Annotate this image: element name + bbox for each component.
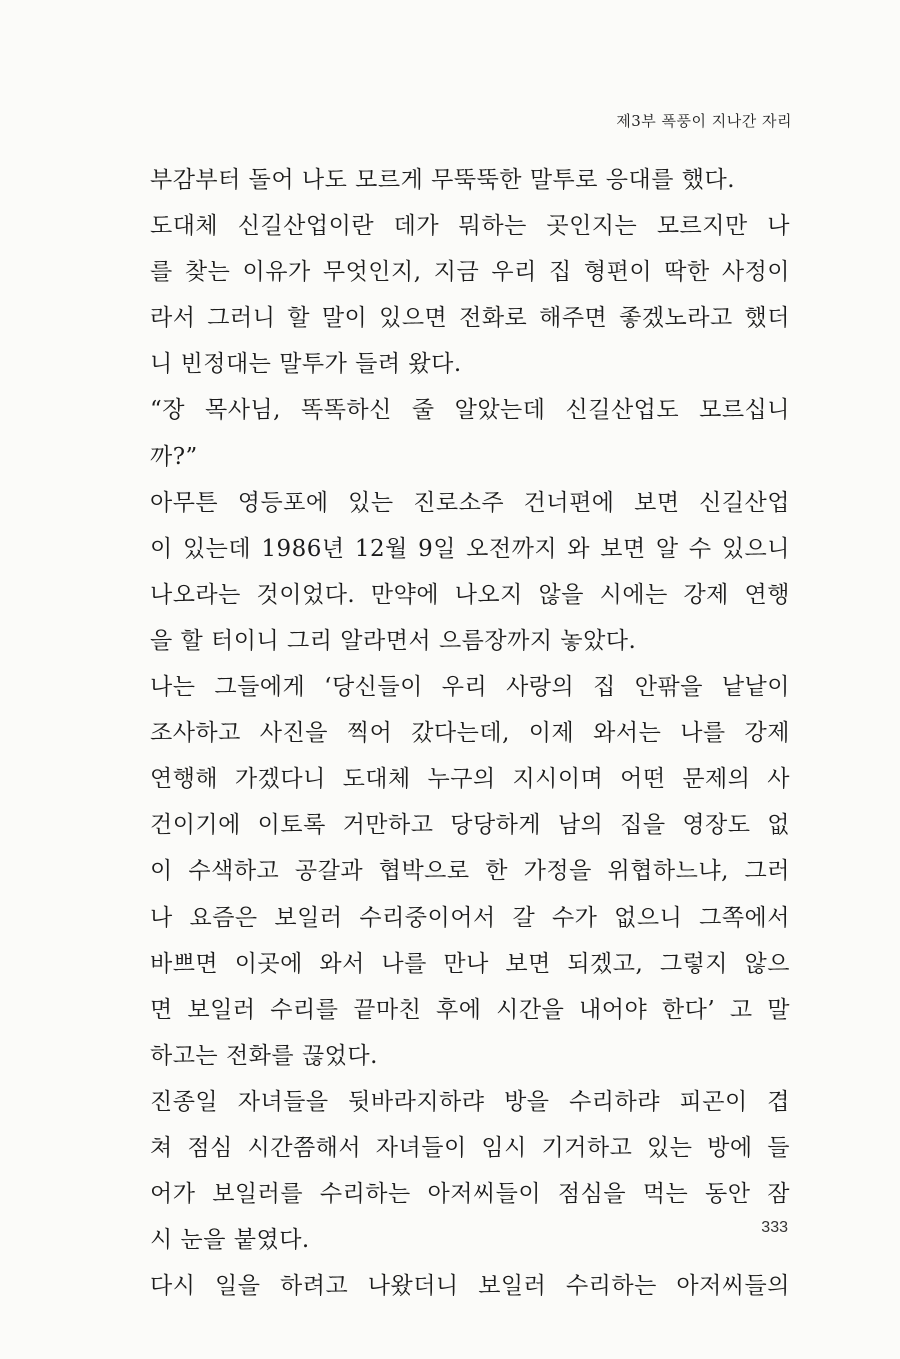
text-line: 건이기에 이토록 거만하고 당당하게 남의 집을 영장도 없 — [150, 812, 790, 839]
text-line: 라서 그러니 할 말이 있으면 전화로 해주면 좋겠노라고 했더 — [150, 305, 790, 332]
text-line: 이 수색하고 공갈과 협박으로 한 가정을 위협하느냐, 그러 — [150, 858, 790, 885]
body-text — [150, 157, 790, 1309]
text-line: 바쁘면 이곳에 와서 나를 만나 보면 되겠고, 그렇지 않으 — [150, 950, 790, 977]
text-line: 까?” — [150, 443, 198, 470]
text-line: 나는 그들에게 ‘당신들이 우리 사랑의 집 안팎을 낱낱이 — [150, 674, 790, 701]
page-number: 333 — [761, 1219, 788, 1236]
text-line: 니 빈정대는 말투가 들려 왔다. — [150, 351, 462, 378]
text-line: “장 목사님, 똑똑하신 줄 알았는데 신길산업도 모르십니 — [150, 397, 790, 424]
text-line: 시 눈을 붙였다. — [150, 1227, 310, 1254]
text-line: 진종일 자녀들을 뒷바라지하랴 방을 수리하랴 피곤이 겹 — [150, 1088, 790, 1115]
text-line: 이 있는데 1986년 12월 9일 오전까지 와 보면 알 수 있으니 — [150, 535, 790, 562]
text-line: 도대체 신길산업이란 데가 뭐하는 곳인지는 모르지만 나 — [150, 213, 790, 240]
text-line: 면 보일러 수리를 끝마친 후에 시간을 내어야 한다’ 고 말 — [150, 996, 790, 1023]
text-line: 하고는 전화를 끊었다. — [150, 1042, 378, 1069]
text-line: 를 찾는 이유가 무엇인지, 지금 우리 집 형편이 딱한 사정이 — [150, 259, 790, 286]
text-line: 다시 일을 하려고 나왔더니 보일러 수리하는 아저씨들의 — [150, 1273, 790, 1300]
text-line: 어가 보일러를 수리하는 아저씨들이 점심을 먹는 동안 잠 — [150, 1181, 790, 1208]
running-header: 제3부 폭풍이 지나간 자리 — [616, 112, 792, 130]
text-line: 부감부터 돌어 나도 모르게 무뚝뚝한 말투로 응대를 했다. — [150, 167, 736, 193]
text-line: 쳐 점심 시간쯤해서 자녀들이 임시 기거하고 있는 방에 들 — [150, 1134, 790, 1161]
text-line: 아무튼 영등포에 있는 진로소주 건너편에 보면 신길산업 — [150, 489, 790, 516]
text-line: 나 요즘은 보일러 수리중이어서 갈 수가 없으니 그쪽에서 — [150, 904, 790, 931]
text-line: 나오라는 것이었다. 만약에 나오지 않을 시에는 강제 연행 — [150, 581, 790, 608]
text-line: 연행해 가겠다니 도대체 누구의 지시이며 어떤 문제의 사 — [150, 766, 790, 793]
text-line: 조사하고 사진을 찍어 갔다는데, 이제 와서는 나를 강제 — [150, 720, 790, 747]
text-line: 을 할 터이니 그리 알라면서 으름장까지 놓았다. — [150, 627, 637, 654]
